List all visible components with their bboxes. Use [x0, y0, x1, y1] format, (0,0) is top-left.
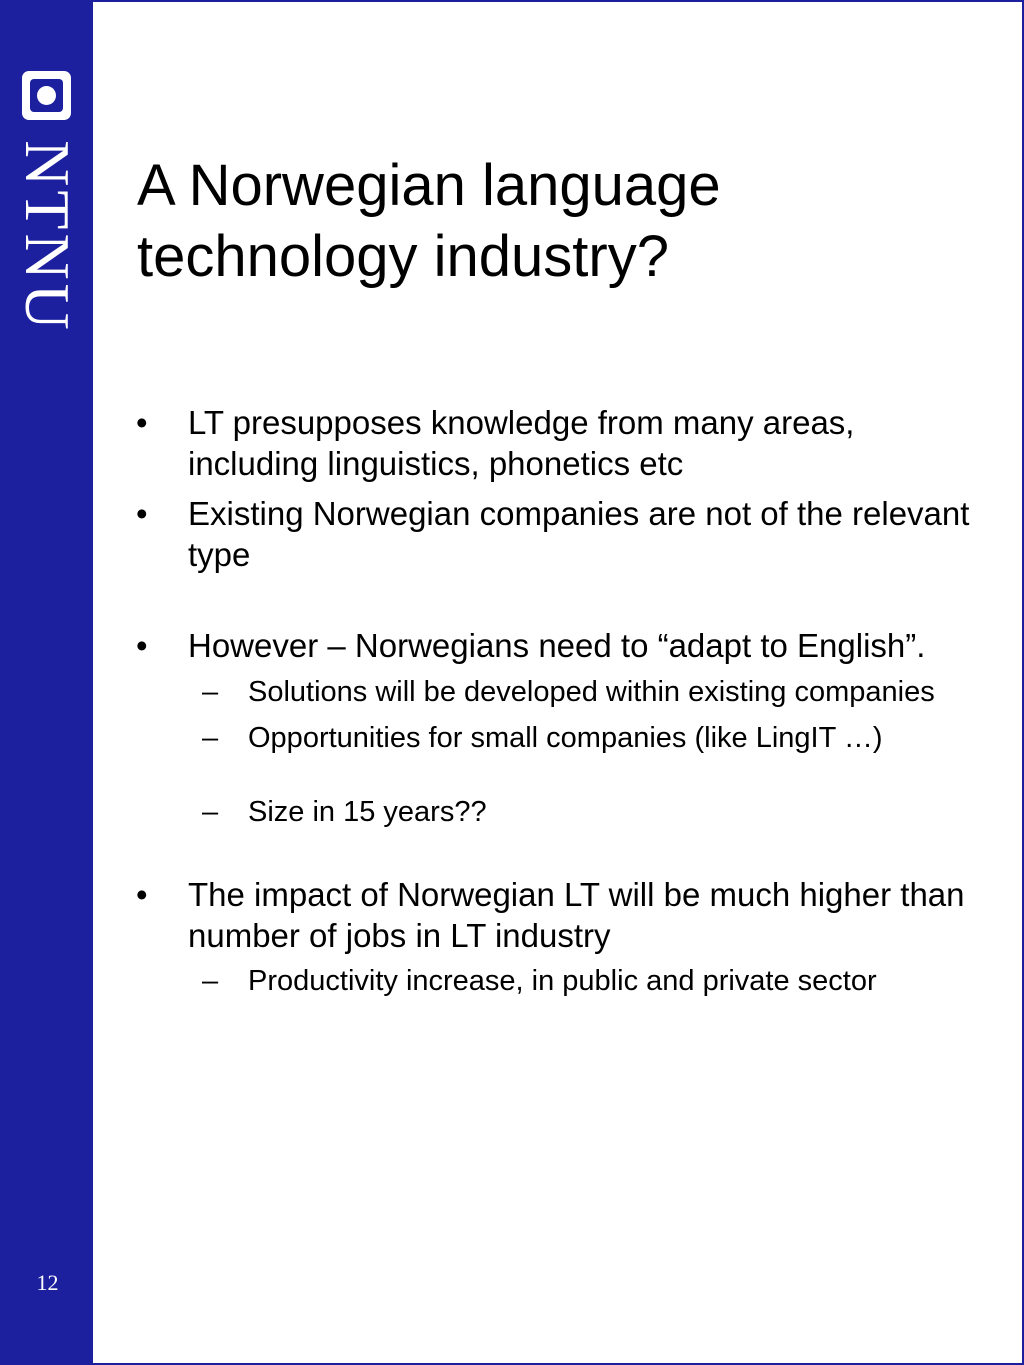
bullet-marker: •: [136, 404, 148, 441]
sub-marker: –: [202, 676, 219, 708]
sub-text: Productivity increase, in public and private sector: [248, 965, 877, 997]
bullet-item: [136, 625, 976, 666]
bullet-item: [136, 874, 976, 956]
bullet-marker: •: [136, 876, 148, 913]
sub-item: [188, 963, 976, 999]
page-number: 12: [36, 1270, 59, 1295]
sub-text: Opportunities for small companies (like LingIT …): [248, 722, 883, 754]
bullet-marker: •: [136, 495, 148, 532]
sub-text: Solutions will be developed within existing companies: [248, 676, 935, 708]
slide-title: A Norwegian language technology industry?: [137, 153, 721, 289]
sub-item: [188, 720, 976, 756]
logo-wordmark: NTNU: [12, 140, 83, 334]
sub-marker: –: [202, 965, 219, 997]
bullet-text: The impact of Norwegian LT will be much higher than number of jobs in LT industry: [188, 876, 965, 954]
sub-marker: –: [202, 796, 219, 828]
bullet-text: Existing Norwegian companies are not of the relevant type: [188, 495, 970, 573]
slide-body: [136, 402, 976, 999]
bullet-text: LT presupposes knowledge from many areas, including linguistics, phonetics etc: [188, 404, 855, 482]
sub-item: [188, 794, 976, 830]
sidebar: [2, 2, 93, 1363]
sub-item: [188, 674, 976, 710]
bullet-marker: •: [136, 627, 148, 664]
bullet-item: [136, 493, 976, 575]
ntnu-logo-icon: [22, 71, 71, 120]
sub-text: Size in 15 years??: [248, 796, 487, 828]
sub-marker: –: [202, 722, 219, 754]
bullet-item: [136, 402, 976, 484]
logo-dot: [37, 86, 56, 105]
bullet-text: However – Norwegians need to “adapt to English”.: [188, 627, 926, 664]
